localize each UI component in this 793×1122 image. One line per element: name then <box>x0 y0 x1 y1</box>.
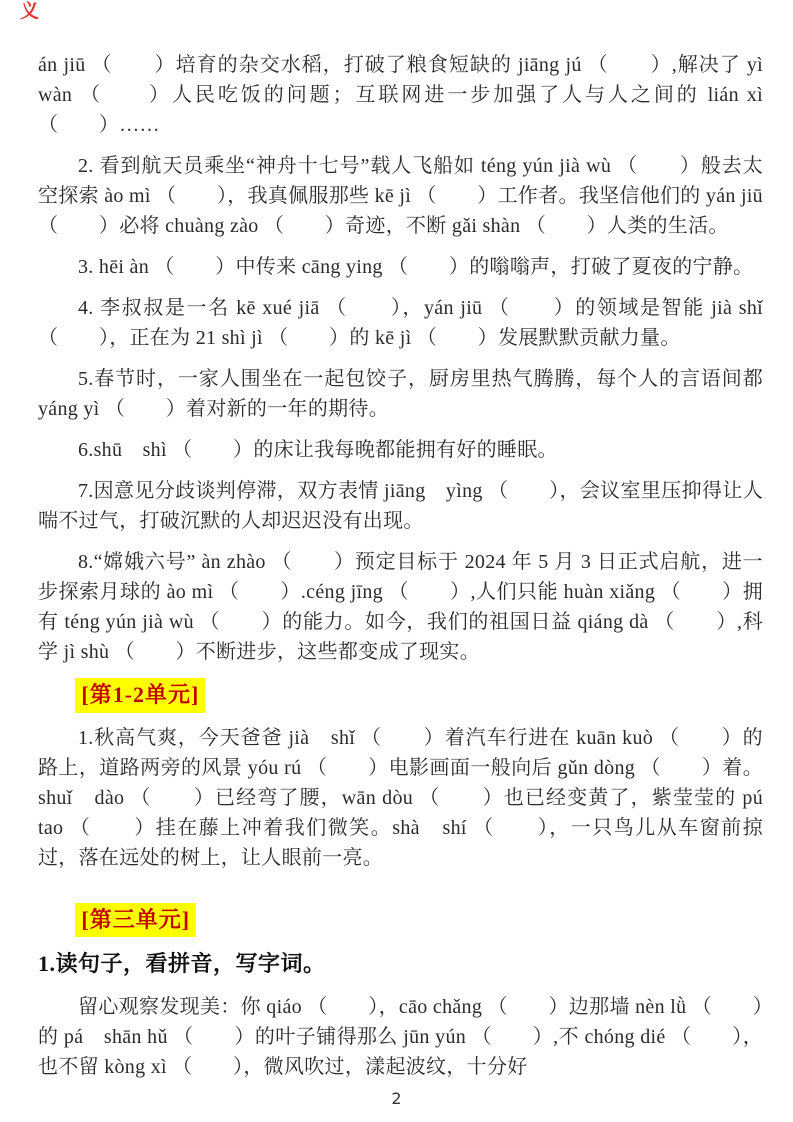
section-header-row-unit-1-2 <box>38 678 763 713</box>
page-number: 2 <box>391 1089 402 1108</box>
exercise-paragraph-2: 2. 看到航天员乘坐“神舟十七号”载人飞船如 téng yún jià wù （ ）般去太空探索 ào mì （ ），我真佩服那些 kē jì （ ）工作者。我坚信他们的 yán jiū （ ）必将 chuàng zào （ ）奇迹，不断 gǎi shàn （ ）人类的生活。 <box>38 155 763 237</box>
exercise-paragraph-8: 8.“嫦娥六号” àn zhào （ ）预定目标于 2024 年 5 月 3 日正式启航，进一步探索月球的 ào mì （ ）.céng jīng （ ）,人们只能 huàn xiǎng （ ）拥有 téng yún jià wù （ ）的能力。如今，我们的祖国日益 qiáng dà （ ）,科学 jì shù （ ）不断进步，这些都变成了现实。 <box>38 551 763 663</box>
section-header-unit-3: [第三单元] <box>75 903 196 938</box>
exercise-paragraph-4: 4. 李叔叔是一名 kē xué jiā （ ），yán jiū （ ）的领域是智能 jià shǐ （ ），正在为 21 shì jì （ ）的 kē jì （ ）发展默默贡献力量。 <box>38 297 763 349</box>
exercise-paragraph-7: 7.因意见分歧谈判停滞，双方表情 jiāng yìng （ ），会议室里压抑得让人喘不过气，打破沉默的人却迟迟没有出现。 <box>38 480 763 532</box>
exercise-paragraph-5: 5.春节时，一家人围坐在一起包饺子，厨房里热气腾腾，每个人的言语间都 yáng yì （ ）着对新的一年的期待。 <box>38 368 763 420</box>
section-header-unit-1-2: [第1-2单元] <box>75 678 205 713</box>
exercise-paragraph-unit12-1: 1.秋高气爽，今天爸爸 jià shǐ （ ）着汽车行进在 kuān kuò （ ）的路上，道路两旁的风景 yóu rú （ ）电影画面一般向后 gǔn dòng （ ）着。shuǐ dào （ ）已经弯了腰，wān dòu （ ）也已经变黄了，紫莹莹的 pú tao （ ）挂在藤上冲着我们微笑。shà shí （ ），一只鸟儿从车窗前掠过，落在远处的树上，让人眼前一亮。 <box>38 726 784 869</box>
exercise-paragraph-unit3-1: 留心观察发现美：你 qiáo （ ），cāo chǎng （ ）边那墙 nèn lǜ （ ）的 pá shān hǔ （ ）的叶子铺得那么 jūn yún （ ）,不 chóng dié （ ），也不留 kòng xì （ ），微风吹过，漾起波纹，十分好 <box>38 995 763 1078</box>
red-corner-mark: 义 <box>20 1 40 22</box>
exercise-paragraph-3: 3. hēi àn （ ）中传来 cāng ying （ ）的嗡嗡声，打破了夏夜的宁静。 <box>78 256 754 278</box>
section-header-row-unit-3 <box>38 903 763 938</box>
task-heading-read-pinyin-write-words: 1.读句子，看拼音，写字词。 <box>38 951 326 976</box>
exercise-paragraph-intro: án jiū （ ）培育的杂交水稻，打破了粮食短缺的 jiāng jú （ ）,解决了 yì wàn （ ）人民吃饭的问题；互联网进一步加强了人与人之间的 lián xì （ ）…… <box>38 54 763 136</box>
exercise-paragraph-6: 6.shū shì （ ）的床让我每晚都能拥有好的睡眠。 <box>78 439 558 461</box>
